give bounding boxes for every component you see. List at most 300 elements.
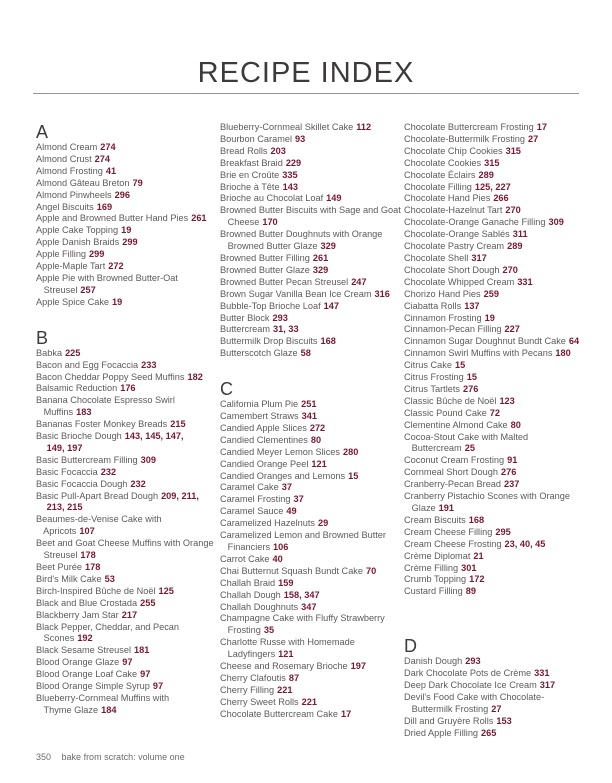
entry-title: Basic Focaccia [36,466,98,477]
index-entry [220,146,396,158]
entry-title: Blood Orange Glaze [36,657,120,668]
title-divider [33,93,579,94]
entry-title [36,502,44,512]
entry-page-number: 276 [463,383,479,394]
index-entry [220,471,396,483]
index-entry [36,669,212,681]
entry-title: Browned Butter Glaze [220,241,318,252]
entry-title: Bacon and Egg Focaccia [36,359,139,370]
entry-title: Frosting [220,625,261,636]
index-entry [36,491,212,503]
entry-title: Citrus Tartlets [404,383,460,394]
entry-page-number: 149, 197 [46,442,83,453]
index-entry [220,494,396,506]
index-entry [404,527,584,539]
entry-page-number: 143 [282,181,298,192]
index-entry [36,693,212,705]
entry-page-number: 87 [288,672,300,683]
section-letter: C [220,379,233,400]
section-gap [36,309,212,328]
index-entry [36,455,212,467]
entry-title: Chocolate-Buttermilk Frosting [404,133,526,144]
entry-page-number: 309 [140,454,156,465]
entry-page-number: 315 [505,145,521,156]
entry-page-number: 27 [528,133,539,144]
entry-page-number: 107 [79,526,95,537]
entry-page-number: 213, 215 [46,502,83,513]
entry-title: Apple Pie with Browned Butter-Oat [36,272,178,283]
entry-page-number: 106 [273,542,289,552]
entry-title: Crème Filling [404,562,459,573]
index-entry [220,625,396,637]
section-gap [404,617,584,636]
entry-title: Beet and Goat Cheese Muffins with Orange [36,538,214,549]
section-letter: B [36,327,49,348]
entry-title: Blackberry Jam Star [36,609,119,620]
entry-title: Muffins [36,407,74,418]
index-entry [220,566,396,578]
entry-title: Challah Dough [220,589,281,600]
entry-page-number: 178 [80,550,96,561]
entry-page-number: 317 [539,680,556,691]
index-entry [404,656,584,668]
entry-title: Cheese and Rosemary Brioche [220,661,348,672]
entry-title: Chocolate Buttercream Cake [220,708,338,719]
entry-title: Chocolate Chip Cookies [404,145,503,156]
entry-page-number: 257 [80,284,96,295]
entry-page-number: 301 [461,562,477,573]
entry-title: Almond Frosting [36,165,103,176]
index-entry [220,613,396,625]
entry-title: Cinnamon Frosting [404,312,482,323]
entry-title: Browned Butter Biscuits with Sage and Goat [220,205,401,216]
entry-page-number: 335 [282,169,298,180]
entry-title: Candied Orange Peel [220,458,309,469]
index-entry [404,563,584,575]
entry-page-number: 266 [493,193,509,204]
entry-page-number: 184 [101,704,117,715]
index-entry [220,170,396,182]
index-entry [404,396,584,408]
index-entry [404,253,584,265]
entry-title: Bread Rolls [220,145,268,156]
index-entry [404,241,584,253]
index-entry [404,716,584,728]
entry-title: Caramelized Lemon and Browned Butter [220,530,386,541]
entry-title: Basic Pull-Apart Bread Dough [36,490,159,501]
entry-page-number: 80 [510,419,521,430]
index-entry [220,217,396,229]
entry-page-number: 209, 211, [161,490,199,501]
index-entry [404,313,584,325]
entry-page-number: 251 [301,399,317,410]
entry-page-number: 121 [278,649,294,660]
entry-page-number: 255 [140,597,156,608]
entry-page-number: 233 [141,359,157,370]
index-entry [36,237,212,249]
entry-title: Coconut Cream Frosting [404,455,505,466]
entry-page-number: 227 [504,324,520,335]
entry-title: Buttermilk Drop Biscuits [220,336,318,347]
entry-title: Challah Braid [220,577,276,588]
entry-title: Beaumes-de-Venise Cake with [36,514,162,525]
index-entry [404,348,584,360]
index-entry [36,479,212,491]
entry-page-number: 29 [317,518,329,529]
entry-title: Candied Clementines [220,434,308,445]
entry-title: Chocolate Filling [404,181,472,192]
entry-title: Glaze [404,503,436,513]
index-entry [36,249,212,261]
index-entry [220,241,396,253]
entry-title: Caramel Cake [220,482,279,493]
entry-page-number: 331 [517,276,533,287]
entry-title: Caramelized Hazelnuts [220,518,315,529]
entry-title: Citrus Cake [404,360,452,371]
index-entry [36,213,212,225]
entry-title: Dried Apple Filling [404,727,479,738]
entry-page-number: 97 [122,657,133,668]
index-entry [36,550,212,562]
entry-title: Chocolate-Orange Sablés [404,229,510,240]
section-letter: D [404,636,417,657]
index-entry [404,668,584,680]
entry-title: Custard Filling [404,586,463,597]
entry-page-number: 112 [356,122,372,132]
entry-page-number: 225 [65,347,81,358]
entry-page-number: 183 [76,407,92,418]
entry-title: Crème Diplomat [404,550,471,561]
entry-page-number: 97 [140,669,151,680]
entry-page-number: 19 [112,296,123,307]
entry-page-number: 37 [281,482,292,493]
entry-page-number: 40 [272,553,283,564]
index-entry [36,273,212,285]
index-entry [220,602,396,614]
index-entry [404,182,584,194]
index-entry [404,301,584,313]
entry-page-number: 274 [100,142,116,152]
entry-title: Dill and Gruyère Rolls [404,715,494,726]
entry-page-number: 317 [471,252,487,263]
index-entry [220,313,396,325]
entry-title: California Plum Pie [220,399,299,410]
entry-page-number: 64 [568,336,580,347]
entry-title: Cream Biscuits [404,514,466,525]
entry-title: Charlotte Russe with Homemade [220,637,355,648]
entry-title: Crumb Topping [404,574,467,585]
index-entry [404,229,584,241]
entry-title: Black and Blue Crostada [36,597,138,608]
index-entry [220,277,396,289]
index-entry [220,447,396,459]
index-entry [404,586,584,598]
index-entry [220,182,396,194]
entry-title: Apple-Maple Tart [36,261,106,272]
entry-title: Ciabatta Rolls [404,300,462,311]
entry-title: Blueberry-Cornmeal Skillet Cake [220,122,354,132]
entry-title: Carrot Cake [220,553,270,564]
index-entry [36,395,212,407]
entry-page-number: 270 [502,264,518,275]
index-entry [404,408,584,420]
entry-title: Chocolate Whipped Cream [404,276,515,287]
entry-page-number: 172 [469,574,485,585]
entry-page-number: 153 [496,715,512,726]
entry-page-number: 203 [270,145,286,156]
entry-title: Browned Butter Filling [220,252,310,263]
entry-title [36,443,44,453]
entry-page-number: 232 [130,478,146,489]
entry-title: Buttercream [404,443,462,454]
index-entry [404,336,584,348]
entry-title: Brown Sugar Vanilla Bean Ice Cream [220,288,372,299]
entry-page-number: 229 [285,157,302,168]
index-entry [404,704,584,716]
entry-title: Camembert Straws [220,411,299,422]
entry-page-number: 35 [263,625,275,636]
entry-title: Brie en Croûte [220,169,280,180]
index-entry [36,348,212,360]
entry-title: Chocolate Hand Pies [404,193,491,204]
entry-title: Candied Meyer Lemon Slices [220,446,341,457]
index-entry [220,482,396,494]
entry-page-number: 15 [455,360,466,371]
index-entry [220,661,396,673]
index-entry [220,134,396,146]
index-entry [404,193,584,205]
entry-page-number: 25 [464,443,475,454]
index-entry [220,289,396,301]
index-column-2 [220,122,401,721]
entry-page-number: 15 [466,372,477,383]
index-entry [404,372,584,384]
entry-page-number: 19 [121,225,132,236]
index-entry [36,645,212,657]
index-entry [36,514,212,526]
entry-title: Babka [36,347,63,358]
index-entry [36,261,212,273]
index-column-1 [36,122,212,717]
index-entry [220,578,396,590]
index-entry [36,598,212,610]
section-gap [220,360,396,379]
entry-page-number: 272 [108,261,124,272]
index-entry [36,285,212,297]
index-entry [404,551,584,563]
index-entry [404,289,584,301]
index-entry [36,407,212,419]
entry-title: Apple Spice Cake [36,296,110,307]
entry-title: Thyme Glaze [36,704,99,715]
entry-page-number: 280 [343,446,359,457]
entry-title: Cranberry Pistachio Scones with Orange [404,491,570,502]
entry-title: Angel Biscuits [36,201,94,212]
entry-page-number: 276 [500,467,517,478]
index-entry [36,166,212,178]
entry-title: Scones [36,633,75,644]
entry-title: Cinnamon Sugar Doughnut Bundt Cake [404,336,566,347]
index-entry [36,154,212,166]
entry-title: Bacon Cheddar Poppy Seed Muffins [36,371,185,382]
index-entry [220,590,396,602]
entry-title: Cinnamon Swirl Muffins with Pecans [404,348,553,359]
entry-page-number: 299 [89,249,105,260]
index-entry [220,122,396,134]
index-entry [220,673,396,685]
index-entry [404,692,584,704]
index-entry [220,542,396,554]
entry-page-number: 237 [504,479,520,490]
entry-page-number: 70 [366,565,377,576]
index-entry [36,681,212,693]
entry-title: Bananas Foster Monkey Breads [36,419,168,430]
entry-title: Butterscotch Glaze [220,348,298,359]
entry-title: Blood Orange Loaf Cake [36,669,138,680]
index-entry [36,622,212,634]
index-entry [36,443,212,455]
entry-title: Almond Gâteau Breton [36,177,130,188]
entry-page-number: 221 [301,696,317,707]
index-entry [220,697,396,709]
entry-page-number: 215 [170,419,186,430]
entry-page-number: 232 [100,466,117,477]
index-entry [220,229,396,241]
entry-title: Basic Buttercream Filling [36,454,138,465]
entry-title: Breakfast Braid [220,157,283,168]
index-entry [404,384,584,396]
index-entry [404,277,584,289]
entry-title: Cream Cheese Frosting [404,538,502,549]
entry-page-number: 221 [277,684,293,695]
entry-title: Bubble-Top Brioche Loaf [220,300,321,311]
entry-title: Chocolate Buttercream Frosting [404,122,534,132]
entry-page-number: 329 [320,241,336,252]
index-entry [404,324,584,336]
index-entry [36,419,212,431]
entry-title: Apricots [36,526,77,537]
entry-title: Cocoa-Stout Cake with Malted [404,431,529,442]
index-entry [404,205,584,217]
index-entry [36,657,212,669]
entry-page-number: 299 [122,237,138,248]
index-entry [220,301,396,313]
entry-page-number: 15 [348,470,359,481]
entry-page-number: 289 [478,169,494,180]
index-entry [36,190,212,202]
entry-page-number: 31, 33 [273,324,299,335]
entry-title: Browned Butter Doughnuts with Orange [220,229,383,240]
entry-page-number: 265 [481,727,497,738]
index-entry [220,265,396,277]
entry-title: Clementine Almond Cake [404,419,508,430]
index-entry [404,680,584,692]
index-entry [220,530,396,542]
entry-title: Caramel Frosting [220,494,291,505]
entry-title: Chocolate-Orange Ganache Filling [404,217,546,228]
entry-title: Black Sesame Streusel [36,645,131,656]
entry-title: Almond Pinwheels [36,189,112,200]
index-entry [220,336,396,348]
entry-page-number: 80 [310,434,322,445]
index-entry [220,649,396,661]
entry-title: Buttermilk Frosting [404,703,489,714]
entry-page-number: 41 [105,165,117,176]
page-number: 350 [36,752,52,762]
page-title: RECIPE INDEX [197,57,415,89]
entry-page-number: 159 [278,577,294,588]
entry-page-number: 261 [191,213,207,224]
entry-title: Chocolate-Hazelnut Tart [404,205,503,216]
entry-page-number: 191 [438,503,455,513]
entry-title: Black Pepper, Cheddar, and Pecan [36,621,180,632]
index-entry [36,431,212,443]
entry-page-number: 53 [104,573,115,584]
index-entry [404,134,584,146]
entry-title: Classic Pound Cake [404,407,487,418]
entry-page-number: 296 [114,189,130,200]
index-entry [36,297,212,309]
index-entry [220,399,396,411]
entry-page-number: 143, 145, 147, [124,431,184,442]
entry-title: Cherry Clafoutis [220,672,286,683]
entry-title: Balsamic Reduction [36,383,118,394]
entry-page-number: 182 [187,371,203,382]
entry-title: Beet Purée [36,562,82,572]
entry-title: Cheese [220,217,260,228]
entry-title: Chocolate Cookies [404,157,482,168]
entry-title: Devil's Food Cake with Chocolate- [404,691,545,702]
entry-title: Bird's Milk Cake [36,573,102,584]
entry-page-number: 169 [96,201,113,212]
index-entry [404,455,584,467]
index-column-3 [404,122,584,740]
entry-page-number: 178 [84,562,101,572]
index-entry [220,685,396,697]
index-entry [404,217,584,229]
index-entry [36,383,212,395]
entry-title: Chocolate Éclairs [404,169,476,180]
entry-title: Cornmeal Short Dough [404,467,498,478]
entry-page-number: 37 [293,494,304,505]
entry-page-number: 217 [121,609,138,620]
entry-title: Chocolate Shell [404,252,469,263]
entry-page-number: 295 [495,526,511,537]
entry-title: Chai Butternut Squash Bundt Cake [220,565,364,576]
index-entry [220,411,396,423]
index-entry [36,705,212,717]
entry-title: Chorizo Hand Pies [404,288,481,299]
index-entry [36,562,212,574]
entry-title: Deep Dark Chocolate Ice Cream [404,680,537,691]
entry-title: Classic Bûche de Noël [404,395,497,406]
entry-page-number: 247 [351,276,367,287]
entry-title: Cranberry-Pecan Bread [404,479,502,490]
entry-page-number: 89 [465,586,476,597]
entry-title: Blueberry-Cornmeal Muffins with [36,692,170,703]
section-letter: A [36,122,49,142]
index-entry [404,467,584,479]
entry-page-number: 315 [484,157,500,168]
index-entry [36,538,212,550]
index-entry [220,253,396,265]
index-entry [404,539,584,551]
index-entry [404,170,584,182]
entry-page-number: 197 [350,661,367,672]
index-entry [404,443,584,455]
entry-title: Citrus Frosting [404,372,464,383]
entry-page-number: 181 [133,645,150,656]
